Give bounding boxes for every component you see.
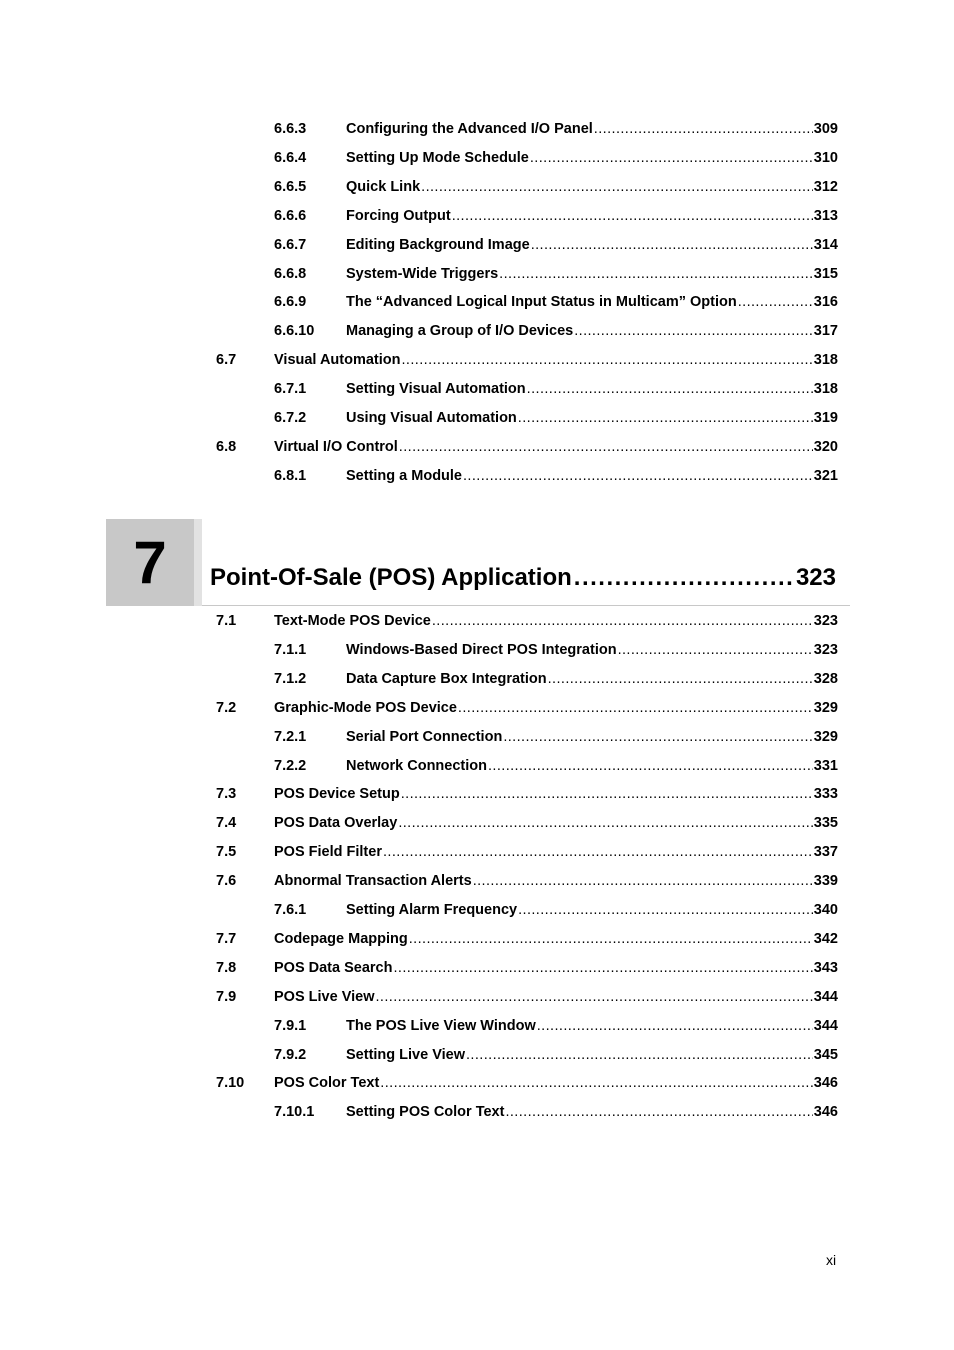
toc-entry[interactable] — [0, 437, 954, 457]
toc-entry-page: 344 — [813, 988, 838, 1005]
toc-leader-dots — [488, 756, 813, 776]
toc-entry-page: 313 — [813, 207, 838, 224]
toc-entry-title: POS Field Filter — [274, 844, 382, 861]
toc-entry[interactable] — [0, 264, 954, 284]
toc-entry-body — [346, 264, 838, 284]
toc-leader-dots — [499, 264, 813, 284]
toc-entry-page: 339 — [813, 873, 838, 890]
toc-entry-number: 6.6.9 — [274, 294, 307, 311]
toc-entry-body — [346, 379, 838, 399]
toc-entry[interactable] — [0, 900, 954, 920]
toc-entry-number: 7.9.2 — [274, 1046, 307, 1063]
toc-entry[interactable] — [0, 235, 954, 255]
toc-entry-page: 318 — [813, 352, 838, 369]
toc-entry-title: Windows-Based Direct POS Integration — [346, 641, 617, 658]
toc-leader-dots — [409, 929, 813, 949]
toc-entry-number: 6.8.1 — [274, 467, 307, 484]
toc-entry[interactable] — [0, 1102, 954, 1122]
toc-entry-page: 333 — [813, 786, 838, 803]
toc-entry-number: 6.7.2 — [274, 410, 307, 426]
toc-leader-dots — [518, 900, 813, 920]
toc-leader-dots — [618, 640, 813, 660]
toc-entry-body — [274, 437, 838, 457]
toc-entry-number: 7.3 — [216, 786, 237, 803]
toc-leader-dots — [401, 784, 813, 804]
toc-entry-title: Editing Background Image — [346, 236, 530, 253]
toc-leader-dots — [452, 206, 813, 226]
toc-entry-number: 7.10.1 — [274, 1104, 315, 1121]
toc-entry-number: 7.5 — [216, 844, 237, 861]
toc-entry[interactable] — [0, 958, 954, 978]
toc-entry-page: 323 — [813, 613, 838, 629]
chapter-title: Point-Of-Sale (POS) Application — [210, 564, 572, 591]
toc-entry-number: 7.1.2 — [274, 670, 307, 687]
toc-entry-title: Setting a Module — [346, 467, 462, 484]
toc-entry-number: 7.2.2 — [274, 757, 307, 774]
toc-entry-body — [274, 987, 838, 1007]
toc-entry-number: 6.7.1 — [274, 381, 307, 398]
toc-entry-page: 340 — [813, 902, 838, 918]
toc-entry-title: System-Wide Triggers — [346, 265, 499, 282]
toc-entry-title: Data Capture Box Integration — [346, 670, 547, 687]
toc-entry-body — [274, 958, 838, 978]
toc-entry-title: Configuring the Advanced I/O Panel — [346, 121, 593, 137]
toc-entry-body — [274, 871, 838, 891]
toc-entry-number: 7.1.1 — [274, 641, 307, 658]
toc-entry[interactable] — [0, 321, 954, 341]
toc-entry[interactable] — [0, 466, 954, 486]
toc-entry[interactable] — [0, 148, 954, 168]
toc-leader-dots — [505, 1102, 812, 1122]
toc-entry-page: 315 — [813, 265, 838, 282]
toc-entry-page: 310 — [813, 149, 838, 166]
toc-entry[interactable] — [0, 292, 954, 312]
toc-leader-dots — [375, 987, 812, 1007]
toc-entry-title: Codepage Mapping — [274, 930, 408, 947]
toc-entry-number: 6.6.6 — [274, 207, 307, 224]
toc-entry-number: 7.6.1 — [274, 902, 307, 918]
toc-entry-number: 7.8 — [216, 959, 237, 976]
toc-entry-number: 6.6.5 — [274, 178, 307, 195]
toc-entry-body — [346, 640, 838, 660]
toc-entry-body — [274, 929, 838, 949]
chapter-page-number: 323 — [795, 564, 836, 591]
toc-entry-body — [274, 1073, 838, 1093]
toc-entry-title: Managing a Group of I/O Devices — [346, 323, 574, 340]
toc-leader-dots — [530, 148, 813, 168]
toc-entry-page: 329 — [813, 728, 838, 745]
toc-entry-title: Abnormal Transaction Alerts — [274, 873, 472, 890]
toc-entry[interactable] — [0, 206, 954, 226]
toc-entry-title: The “Advanced Logical Input Status in Multicam” Option — [346, 294, 737, 311]
toc-leader-dots — [738, 292, 813, 312]
toc-entry-body — [346, 900, 838, 920]
chapter-number: 7 — [133, 529, 167, 596]
chapter-leader-dots — [574, 560, 792, 596]
toc-entry-body — [274, 611, 838, 631]
toc-entry-body — [346, 1045, 838, 1065]
toc-entry-page: 320 — [813, 438, 838, 455]
toc-entry-body — [346, 235, 838, 255]
toc-leader-dots — [531, 235, 813, 255]
toc-entry-title: POS Color Text — [274, 1075, 380, 1092]
toc-entry[interactable] — [0, 1045, 954, 1065]
toc-entry-body — [346, 408, 838, 428]
toc-entry-page: 312 — [813, 178, 838, 195]
toc-entry[interactable] — [0, 350, 954, 370]
toc-leader-dots — [393, 958, 812, 978]
toc-entry-number: 6.6.8 — [274, 265, 307, 282]
toc-entry-page: 319 — [813, 410, 838, 426]
toc-entry-page: 318 — [813, 381, 838, 398]
toc-entry-number: 7.6 — [216, 873, 237, 890]
toc-entry[interactable] — [0, 813, 954, 833]
toc-entry[interactable] — [0, 987, 954, 1007]
toc-entry-title: Setting Alarm Frequency — [346, 902, 518, 918]
chapter-divider — [202, 605, 850, 606]
toc-entry-body — [346, 292, 838, 312]
toc-entry-body — [346, 148, 838, 168]
toc-leader-dots — [463, 466, 813, 486]
toc-entry-page: 321 — [813, 467, 838, 484]
toc-leader-dots — [537, 1016, 813, 1036]
toc-leader-dots — [518, 408, 813, 428]
toc-entry[interactable] — [0, 669, 954, 689]
toc-entry-title: The POS Live View Window — [346, 1017, 536, 1034]
toc-entry[interactable] — [0, 727, 954, 747]
toc-leader-dots — [503, 727, 812, 747]
toc-entry-body — [346, 756, 838, 776]
toc-entry-number: 7.2 — [216, 699, 237, 716]
toc-entry-title: Graphic-Mode POS Device — [274, 699, 457, 716]
toc-entry-body — [274, 784, 838, 804]
toc-leader-dots — [594, 119, 813, 139]
toc-entry-body — [346, 119, 838, 139]
toc-entry-title: Virtual I/O Control — [274, 438, 398, 455]
toc-entry-title: Visual Automation — [274, 352, 401, 369]
toc-leader-dots — [458, 698, 813, 718]
toc-entry[interactable] — [0, 1016, 954, 1036]
toc-entry[interactable] — [0, 640, 954, 660]
toc-entry[interactable] — [0, 871, 954, 891]
toc-entry-title: Forcing Output — [346, 207, 451, 224]
toc-entry-number: 7.7 — [216, 930, 237, 947]
toc-entry-page: 317 — [813, 323, 838, 340]
toc-entry-title: POS Device Setup — [274, 786, 400, 803]
toc-entry-body — [274, 842, 838, 862]
toc-entry-page: 314 — [813, 236, 838, 253]
toc-entry-body — [274, 813, 838, 833]
toc-entry-title: Using Visual Automation — [346, 410, 517, 426]
toc-entry[interactable] — [0, 177, 954, 197]
toc-leader-dots — [473, 871, 813, 891]
toc-leader-dots — [380, 1073, 813, 1093]
footer-page-number: xi — [826, 1252, 837, 1268]
toc-entry-number: 6.6.10 — [274, 323, 315, 340]
toc-entry-title: Network Connection — [346, 757, 487, 774]
toc-entry-title: Setting Up Mode Schedule — [346, 149, 529, 166]
toc-leader-dots — [527, 379, 813, 399]
toc-entry[interactable] — [0, 379, 954, 399]
toc-entry-title: Text-Mode POS Device — [274, 613, 431, 629]
toc-entry[interactable] — [0, 119, 954, 139]
toc-entry-number: 7.10 — [216, 1075, 245, 1092]
toc-entry[interactable] — [0, 698, 954, 718]
toc-entry[interactable] — [0, 929, 954, 949]
toc-entry-number: 7.9 — [216, 988, 237, 1005]
toc-entry-number: 6.7 — [216, 352, 237, 369]
toc-entry-body — [346, 1016, 838, 1036]
toc-entry-body — [346, 1102, 838, 1122]
toc-leader-dots — [432, 611, 813, 631]
toc-entry-number: 6.6.3 — [274, 121, 307, 137]
toc-entry[interactable] — [0, 756, 954, 776]
toc-entry-title: POS Live View — [274, 988, 375, 1005]
toc-entry-number: 6.8 — [216, 438, 237, 455]
toc-entry-page: 345 — [813, 1046, 838, 1063]
toc-entry-page: 331 — [813, 757, 838, 774]
toc-entry-body — [346, 321, 838, 341]
toc-leader-dots — [421, 177, 813, 197]
chapter-box-edge — [194, 519, 202, 606]
toc-entry-page: 323 — [813, 641, 838, 658]
toc-leader-dots — [548, 669, 813, 689]
toc-entry-page: 346 — [813, 1104, 838, 1121]
toc-entry-body — [346, 177, 838, 197]
toc-entry-number: 7.4 — [216, 815, 237, 832]
toc-entry-number: 7.9.1 — [274, 1017, 307, 1034]
toc-entry-page: 329 — [813, 699, 838, 716]
toc-entry-number: 6.6.7 — [274, 236, 307, 253]
toc-entry-page: 342 — [813, 930, 838, 947]
toc-entry-page: 343 — [813, 959, 838, 976]
toc-entry[interactable] — [0, 842, 954, 862]
toc-entry-page: 346 — [813, 1075, 838, 1092]
toc-entry[interactable] — [0, 784, 954, 804]
toc-entry-title: Setting POS Color Text — [346, 1104, 505, 1121]
toc-leader-dots — [466, 1045, 813, 1065]
toc-leader-dots — [399, 437, 813, 457]
toc-entry-title: POS Data Search — [274, 959, 393, 976]
toc-entry-body — [346, 727, 838, 747]
toc-entry-page: 328 — [813, 670, 838, 687]
chapter-heading[interactable] — [210, 560, 836, 596]
toc-entry-title: Serial Port Connection — [346, 728, 503, 745]
toc-entry[interactable] — [0, 408, 954, 428]
toc-entry-title: POS Data Overlay — [274, 815, 398, 832]
toc-entry[interactable] — [0, 611, 954, 631]
toc-entry-title: Quick Link — [346, 178, 421, 195]
toc-entry-title: Setting Live View — [346, 1046, 465, 1063]
toc-entry-number: 7.1 — [216, 613, 237, 629]
toc-entry-page: 309 — [813, 121, 838, 137]
toc-entry-page: 316 — [813, 294, 838, 311]
toc-leader-dots — [402, 350, 813, 370]
toc-entry-body — [274, 350, 838, 370]
toc-entry-page: 335 — [813, 815, 838, 832]
toc-entry-body — [346, 466, 838, 486]
toc-entry-body — [274, 698, 838, 718]
toc-entry-body — [346, 669, 838, 689]
toc-entry-number: 6.6.4 — [274, 149, 307, 166]
toc-entry-body — [346, 206, 838, 226]
toc-entry-page: 344 — [813, 1017, 838, 1034]
toc-entry-number: 7.2.1 — [274, 728, 307, 745]
toc-leader-dots — [574, 321, 813, 341]
toc-entry-page: 337 — [813, 844, 838, 861]
toc-entry-title: Setting Visual Automation — [346, 381, 526, 398]
toc-entry[interactable] — [0, 1073, 954, 1093]
toc-leader-dots — [398, 813, 812, 833]
toc-leader-dots — [383, 842, 813, 862]
